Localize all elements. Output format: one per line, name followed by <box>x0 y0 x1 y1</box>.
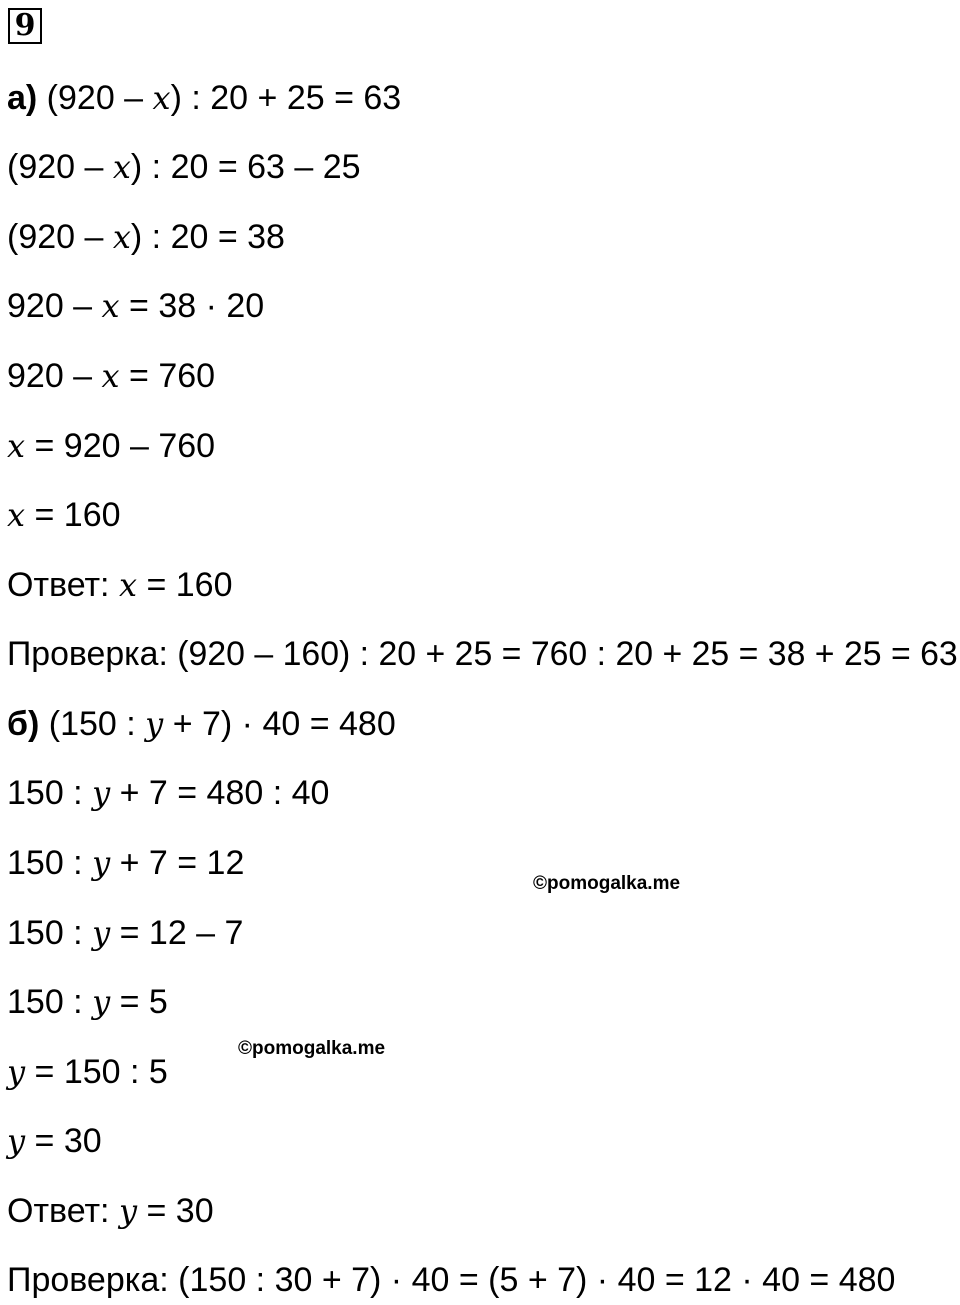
variable-y: y <box>92 844 111 882</box>
variable-x: x <box>7 496 26 534</box>
variable-x: x <box>118 566 137 604</box>
variable-x: x <box>112 148 131 186</box>
part-a-check: Проверка: (920 – 160) : 20 + 25 = 760 : 20 + 25 = 38 + 25 = 63 <box>7 635 958 673</box>
part-a-line-1: а) (920 – x) : 20 + 25 = 63 <box>7 79 402 117</box>
watermark: ©pomogalka.me <box>533 873 681 894</box>
variable-y: y <box>118 1192 138 1230</box>
part-b-answer: Ответ: y = 30 <box>7 1192 214 1230</box>
part-b-line-3: 150 : y + 7 = 12 <box>7 844 245 882</box>
part-a-line-7: x = 160 <box>7 496 121 534</box>
part-b-line-4: 150 : y = 12 – 7 <box>7 914 244 952</box>
part-a-label: а) <box>7 79 38 117</box>
part-b-line-5: 150 : y = 5 <box>7 983 168 1021</box>
variable-y: y <box>92 914 111 952</box>
part-b-check: Проверка: (150 : 30 + 7) · 40 = (5 + 7) · 40 = 12 · 40 = 480 <box>7 1261 896 1299</box>
variable-y: y <box>92 774 111 812</box>
part-b-line-7: y = 30 <box>7 1122 102 1160</box>
part-a-line-4: 920 – x = 38 · 20 <box>7 287 265 325</box>
part-b-label: б) <box>7 705 40 743</box>
part-a-line-3: (920 – x) : 20 = 38 <box>7 218 285 256</box>
variable-x: x <box>101 287 120 325</box>
variable-x: x <box>101 357 120 395</box>
watermark: ©pomogalka.me <box>238 1038 386 1059</box>
part-a-line-5: 920 – x = 760 <box>7 357 216 395</box>
variable-y: y <box>7 1122 26 1160</box>
variable-x: x <box>7 427 26 465</box>
variable-y: y <box>7 1053 26 1091</box>
task-number: 9 <box>8 8 42 44</box>
variable-y: y <box>92 983 111 1021</box>
part-a-line-2: (920 – x) : 20 = 63 – 25 <box>7 148 361 186</box>
variable-x: x <box>152 79 171 117</box>
part-b-line-6: y = 150 : 5 <box>7 1053 168 1091</box>
part-b-line-1: б) (150 : y + 7) · 40 = 480 <box>7 705 396 743</box>
variable-x: x <box>112 218 131 256</box>
part-b-line-2: 150 : y + 7 = 480 : 40 <box>7 774 330 812</box>
part-a-line-6: x = 920 – 760 <box>7 427 216 465</box>
variable-y: y <box>145 705 164 743</box>
part-a-answer: Ответ: x = 160 <box>7 566 233 604</box>
